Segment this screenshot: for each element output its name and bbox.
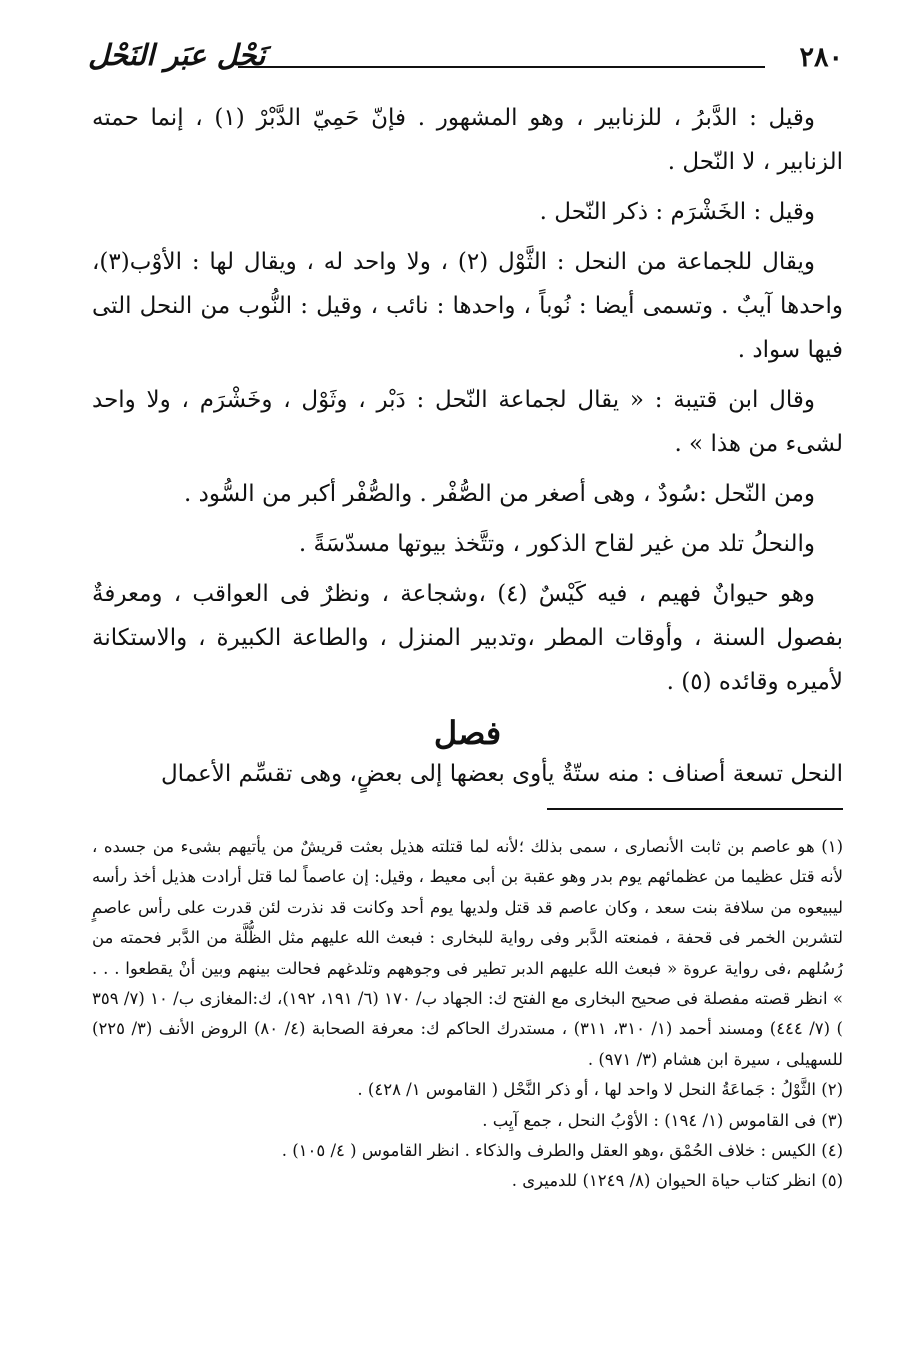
footnote: (٣) فى القاموس (١/ ١٩٤) : الأوْبُ النحل ، جمع آيِب . bbox=[482, 1110, 843, 1130]
paragraph: ومن النّحل :سُودٌ ، وهى أصغر من الصُّفْر . والصُّفْر أكبر من السُّود . bbox=[184, 481, 815, 507]
footnotes bbox=[92, 832, 843, 1197]
footnote: (٢) الثَّوْلُ : جَماعَةُ النحل لا واحد لها ، أو ذكر النَّحْل ( القاموس ١/ ٤٢٨) . bbox=[357, 1080, 843, 1100]
paragraph: وقيل : الخَشْرَم : ذكر النّحل . bbox=[539, 199, 815, 225]
section-heading: فصل bbox=[433, 714, 502, 752]
paragraph: وقيل : الدَّبرُ ، للزنابير ، وهو المشهور . فإنّ حَمِيّ الدَّبْرْ (١) ، إنما حمته الزنابير ، لا النّحل . bbox=[92, 105, 843, 175]
main-text bbox=[92, 96, 843, 704]
header-rule bbox=[238, 66, 765, 68]
page-number: ٢٨٠ bbox=[799, 42, 843, 73]
paragraph: وقال ابن قتيبة : « يقال لجماعة النّحل : دَبْر ، وثَوْل ، وخَشْرَم ، ولا واحد لشىء من هذا » . bbox=[92, 387, 843, 457]
running-title: نَحْل عبَر النَحْل bbox=[88, 38, 266, 72]
page-header bbox=[88, 36, 843, 86]
section-first-line: النحل تسعة أصناف : منه ستّةٌ يأوى بعضها إلى بعضٍ، وهى تقسِّم الأعمال bbox=[160, 761, 843, 787]
footnote: (٥) انظر كتاب حياة الحيوان (٨/ ١٢٤٩) للدميرى . bbox=[511, 1171, 843, 1191]
paragraph: وهو حيوانٌ فهيم ، فيه كَيْسٌ (٤) ،وشجاعة ، ونظرٌ فى العواقب ، ومعرفةٌ بفصول السنة ، وأوقات المطر ،وتدبير المنزل ، والطاعة الكبيرة ، والاستكانة لأميره وقائده (٥) . bbox=[92, 581, 843, 695]
footnote-separator bbox=[547, 808, 843, 810]
paragraph: ويقال للجماعة من النحل : الثَّوْل (٢) ، ولا واحد له ، ويقال لها : الأوْب(٣)، واحدها آيبٌ . وتسمى أيضا : نُوباً ، واحدها : نائب ، وقيل : النُّوب من النحل التى فيها سواد . bbox=[92, 249, 843, 363]
footnote: (١) هو عاصم بن ثابت الأنصارى ، سمى بذلك ؛لأنه لما قتلته هذيل بعثت قريشٌ من يأتيهم بشىء من جسده ، لأنه قتل عظيما من عظمائهم يوم بدر وهو عقبة بن أبى معيط ، وقيل: إن عاصماً لما قتل أرادت هذيل أخذ رأسه ليبيعوه من سلافة بنت سعد ، وكان عاصم قد قتل ولديها يوم أحد وكانت قد نذرت لئن قدرت على رأس عاصمٍ لتشربن الخمر فى قحفة ، فمنعته الدَّبر وفى رواية للبخارى : فبعث الله عليهم مثل الظُّلَّة من الدَّبر فحمته من رُسُلهم ،فى رواية عروة « فبعث الله عليهم الدبر تطير فى وجوههم وتلدغهم فحالت بينهم وبين أنْ يقطعوا . . . » انظر قصته مفصلة فى صحيح البخارى مع الفتح ك: الجهاد ب/ ١٧٠ (٦/ ١٩١، ١٩٢)، ك:المغازى ب/ ١٠ (٧/ ٣٥٩ ) (٧/ ٤٤٤) ومسند أحمد (١/ ٣١٠، ٣١١) ، مستدرك الحاكم ك: معرفة الصحابة (٤/ ٨٠) الروض الأنف (٣/ ٢٢٥) للسهيلى ، سيرة ابن هشام (٣/ ٩٧١) . bbox=[92, 837, 843, 1069]
paragraph: والنحلُ تلد من غير لقاح الذكور ، وتتَّخذ بيوتها مسدّسَةً . bbox=[298, 531, 815, 557]
footnote: (٤) الكيس : خلاف الحُمْق ،وهو العقل والطرف والذكاء . انظر القاموس ( ٤/ ١٠٥) . bbox=[281, 1141, 843, 1161]
